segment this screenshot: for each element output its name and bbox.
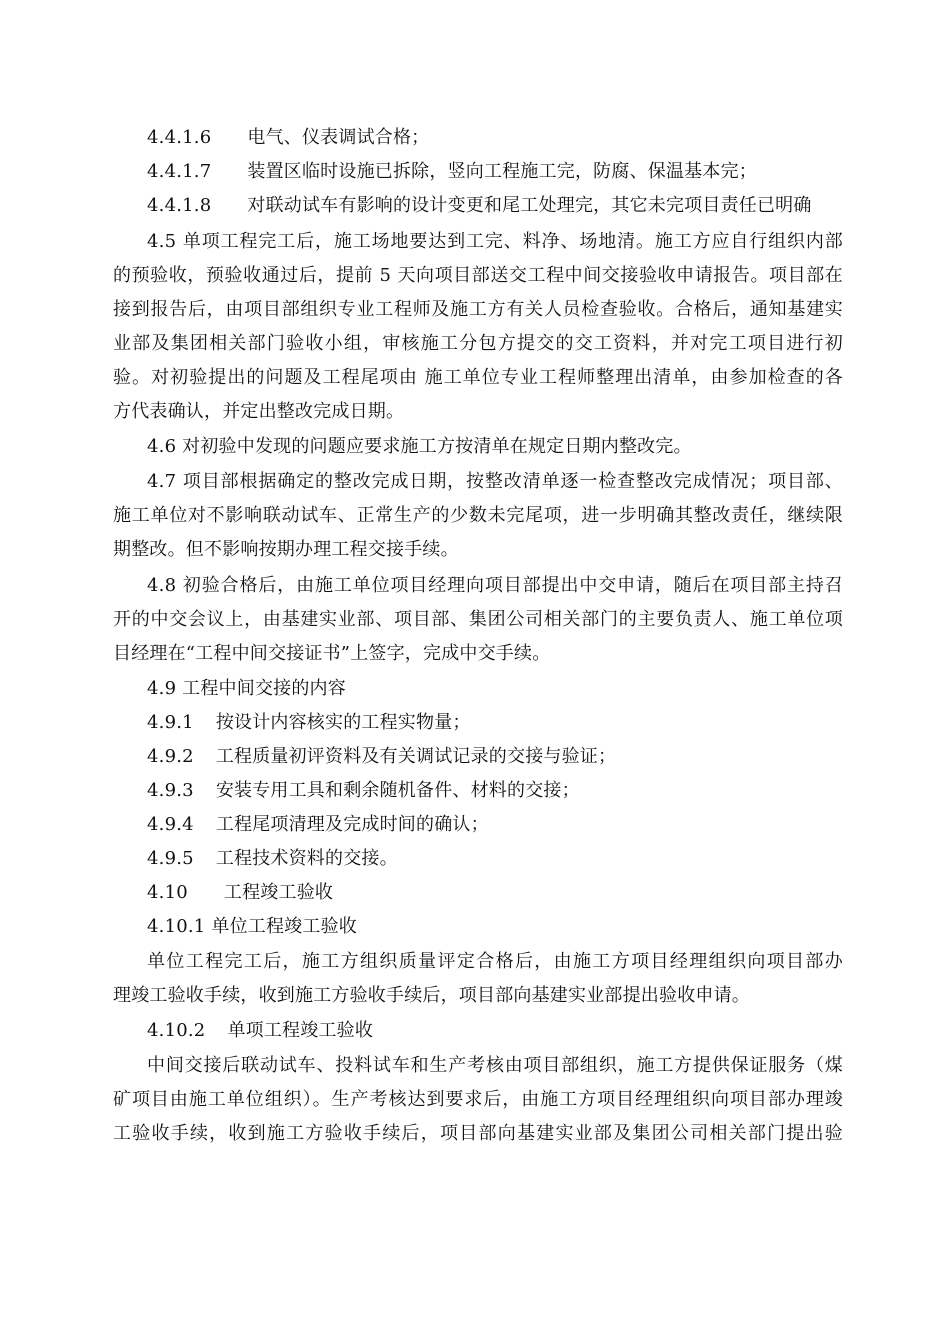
paragraph-4-10-2-line: 矿项目由施工单位组织）。生产考核达到要求后，由施工方项目经理组织向项目部办理竣 [113, 1089, 843, 1110]
clause-number: 4.9.3 [147, 780, 194, 801]
clause-number: 4.9.5 [147, 848, 194, 869]
clause-text: 工程技术资料的交接。 [215, 848, 398, 869]
section-text: 单项工程竣工验收 [227, 1020, 374, 1041]
paragraph-4-5-line: 的预验收，预验收通过后，提前 5 天向项目部送交工程中间交接验收申请报告。项目部在 [113, 265, 843, 286]
clause-4-9-5 [147, 844, 877, 874]
section-4-10-1-title: 4.10.1 单位工程竣工验收 [147, 916, 357, 937]
clause-text: 工程尾项清理及完成时间的确认； [215, 814, 489, 835]
section-number: 4.10 [147, 882, 188, 903]
clause-number: 4.4.1.7 [147, 161, 212, 182]
paragraph-4-8-line: 4.8 初验合格后，由施工单位项目经理向项目部提出中交申请，随后在项目部主持召 [147, 575, 843, 596]
clause-text: 装置区临时设施已拆除，竖向工程施工完，防腐、保温基本完； [247, 161, 757, 182]
clause-4-9-1 [147, 708, 877, 738]
paragraph-4-6: 4.6 对初验中发现的问题应要求施工方按清单在规定日期内整改完。 [147, 436, 692, 457]
clause-text: 对联动试车有影响的设计变更和尾工处理完，其它未完项目责任已明确 [247, 195, 812, 216]
clause-number: 4.9.2 [147, 746, 194, 767]
paragraph-4-7-line: 4.7 项目部根据确定的整改完成日期，按整改清单逐一检查整改完成情况；项目部、 [147, 471, 843, 492]
clause-number: 4.9.4 [147, 814, 194, 835]
clause-4-9-4 [147, 810, 877, 840]
paragraph-4-7-line: 期整改。但不影响按期办理工程交接手续。 [113, 539, 459, 560]
section-4-10-2-title [147, 1016, 877, 1046]
clause-number: 4.4.1.8 [147, 195, 212, 216]
clause-4-4-1-8 [147, 191, 877, 221]
paragraph-4-5-line: 验。对初验提出的问题及工程尾项由 施工单位专业工程师整理出清单，由参加检查的各 [113, 367, 843, 388]
paragraph-4-10-2-line: 中间交接后联动试车、投料试车和生产考核由项目部组织，施工方提供保证服务（煤 [147, 1055, 843, 1076]
clause-text: 按设计内容核实的工程实物量； [215, 712, 471, 733]
clause-number: 4.4.1.6 [147, 127, 212, 148]
section-number: 4.10.2 [147, 1020, 206, 1041]
paragraph-4-7-line: 施工单位对不影响联动试车、正常生产的少数未完尾项，进一步明确其整改责任，继续限 [113, 505, 843, 526]
clause-4-4-1-7 [147, 157, 877, 187]
paragraph-4-10-1-line: 单位工程完工后，施工方组织质量评定合格后，由施工方项目经理组织向项目部办 [147, 951, 843, 972]
clause-text: 安装专用工具和剩余随机备件、材料的交接； [215, 780, 580, 801]
paragraph-4-8-line: 开的中交会议上，由基建实业部、项目部、集团公司相关部门的主要负责人、施工单位项 [113, 609, 843, 630]
clause-4-4-1-6 [147, 123, 877, 153]
section-4-9-title: 4.9 工程中间交接的内容 [147, 678, 346, 699]
paragraph-4-8-line: 目经理在“工程中间交接证书”上签字，完成中交手续。 [113, 643, 551, 664]
paragraph-4-5-line: 接到报告后，由项目部组织专业工程师及施工方有关人员检查验收。合格后，通知基建实 [113, 299, 843, 320]
section-text: 工程竣工验收 [223, 882, 334, 903]
clause-text: 电气、仪表调试合格； [247, 127, 430, 148]
paragraph-4-5-line: 业部及集团相关部门验收小组，审核施工分包方提交的交工资料，并对完工项目进行初 [113, 333, 843, 354]
paragraph-4-10-2-line: 工验收手续，收到施工方验收手续后，项目部向基建实业部及集团公司相关部门提出验 [113, 1123, 843, 1144]
paragraph-4-5-line: 方代表确认，并定出整改完成日期。 [113, 401, 405, 422]
paragraph-4-10-1-line: 理竣工验收手续，收到施工方验收手续后，项目部向基建实业部提出验收申请。 [113, 985, 750, 1006]
clause-text: 工程质量初评资料及有关调试记录的交接与验证； [215, 746, 617, 767]
paragraph-4-5-line: 4.5 单项工程完工后，施工场地要达到工完、料净、场地清。施工方应自行组织内部 [147, 231, 843, 252]
clause-4-9-3 [147, 776, 877, 806]
clause-number: 4.9.1 [147, 712, 194, 733]
section-4-10-title [147, 878, 877, 908]
clause-4-9-2 [147, 742, 877, 772]
